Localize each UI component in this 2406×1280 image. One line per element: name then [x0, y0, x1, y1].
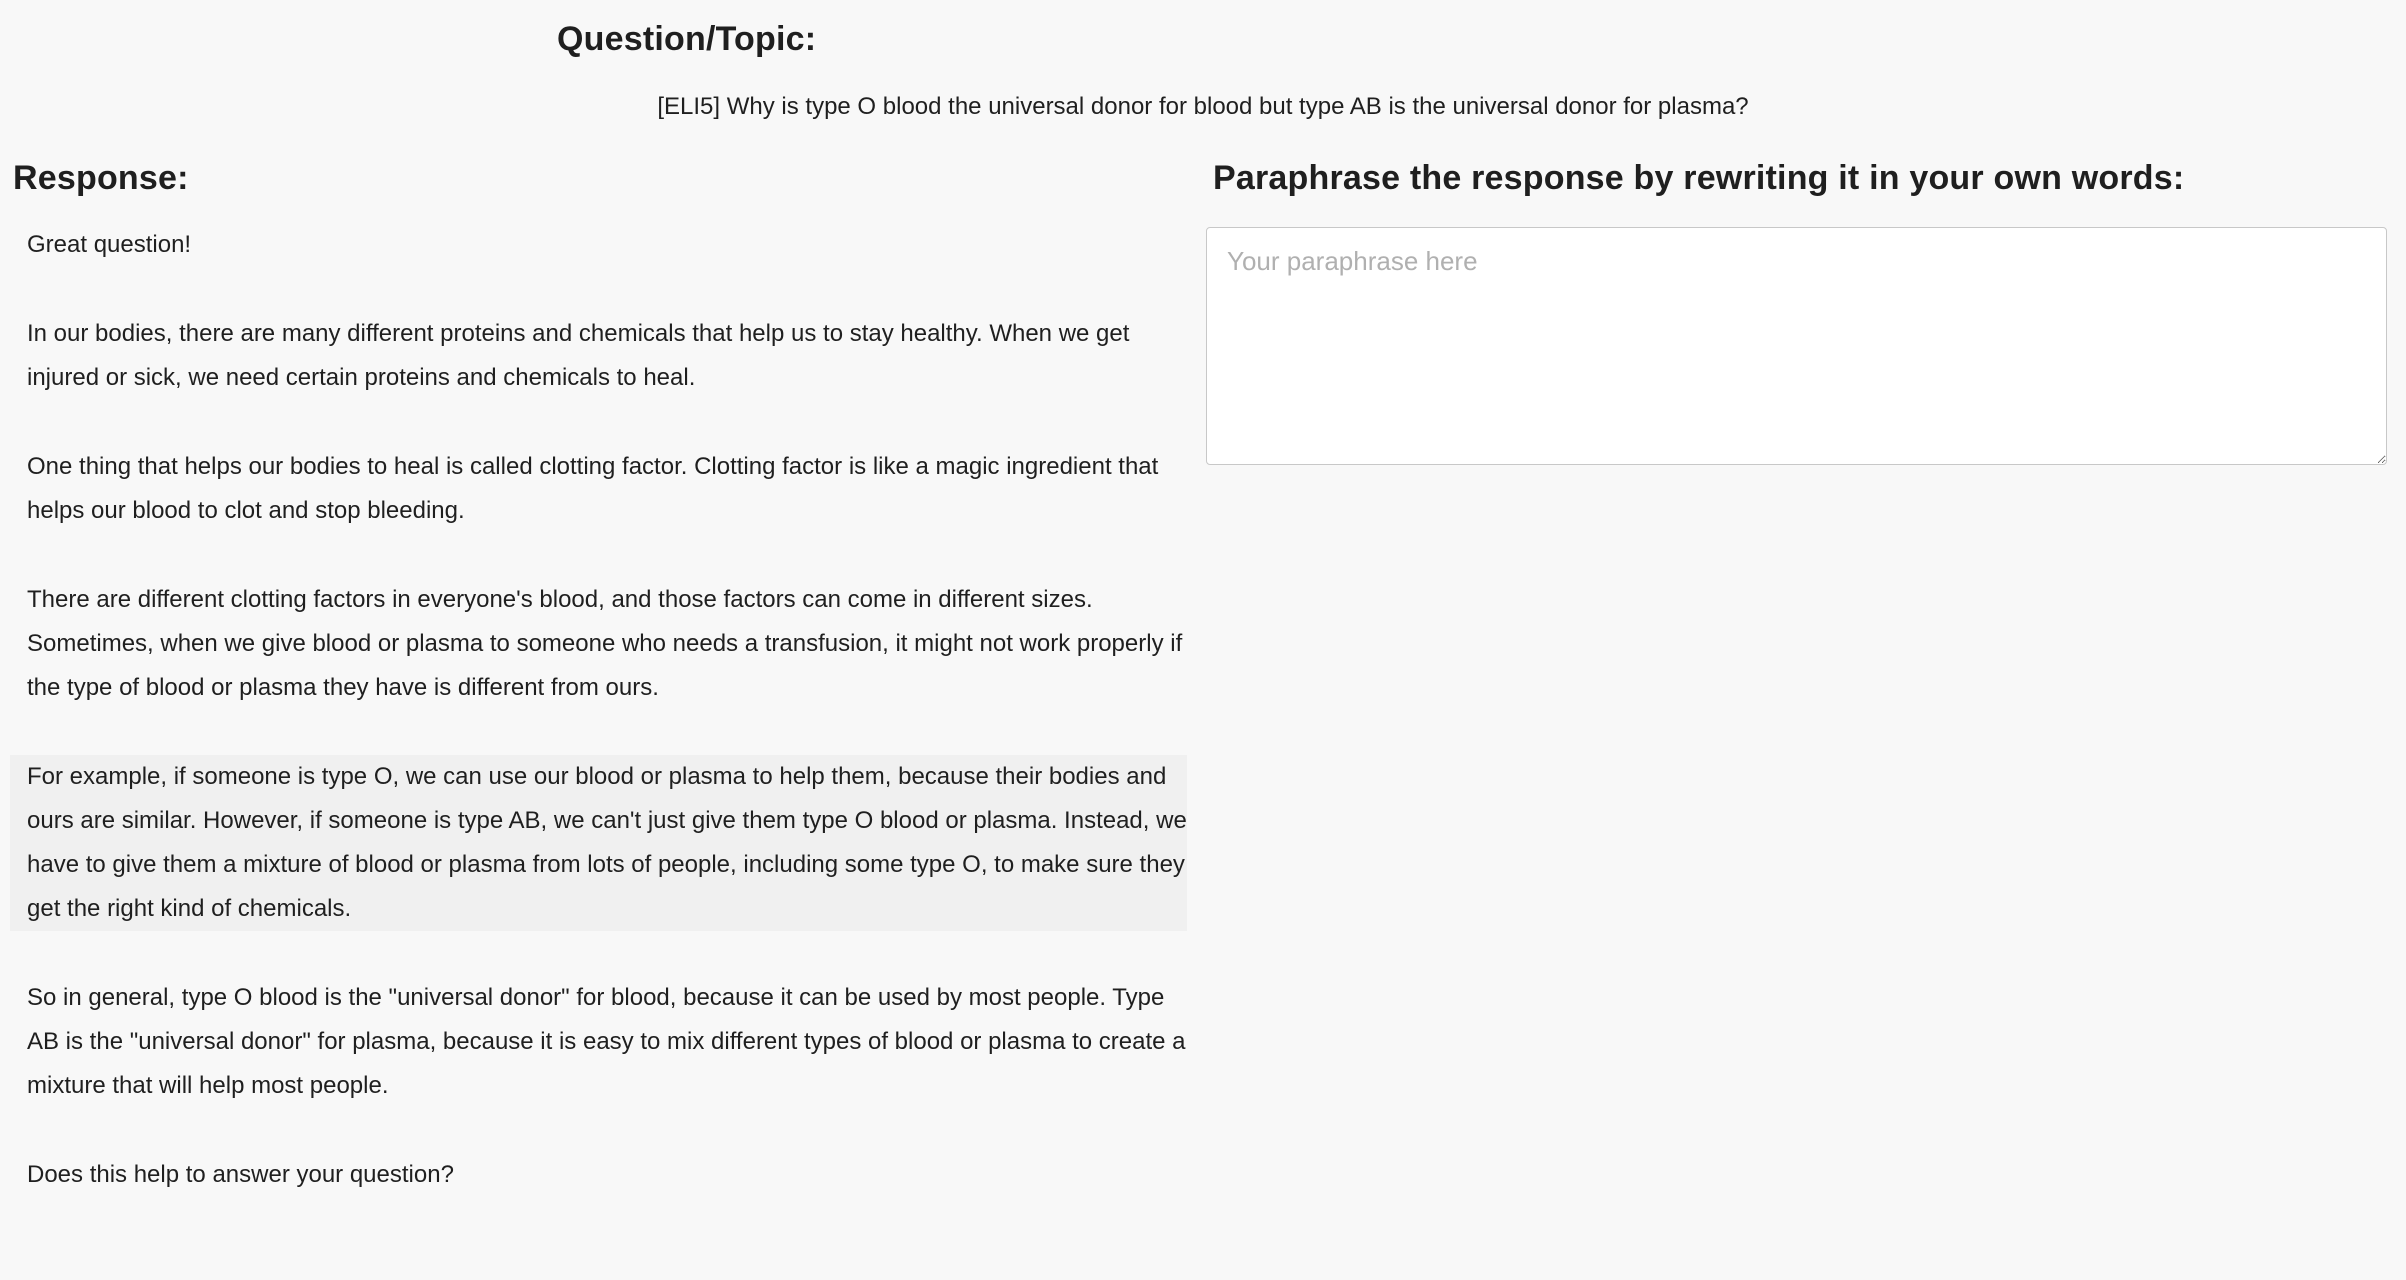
question-block [557, 16, 1849, 125]
main-columns [0, 155, 2406, 1197]
response-heading: Response: [13, 159, 189, 197]
response-paragraph[interactable]: Does this help to answer your question? [27, 1161, 454, 1188]
response-paragraph[interactable]: In our bodies, there are many different proteins and chemicals that help us to stay healthy. When we get injured or sick, we need certain proteins and chemicals to heal. [27, 320, 1130, 391]
question-topic-heading: Question/Topic: [557, 20, 817, 58]
question-text: [ELI5] Why is type O blood the universal donor for blood but type AB is the universal donor for plasma? [657, 93, 1749, 120]
paraphrase-column [1203, 155, 2406, 465]
response-paragraph[interactable]: Great question! [27, 231, 192, 258]
response-paragraphs [0, 223, 1187, 1197]
response-paragraph[interactable]: For example, if someone is type O, we can use our blood or plasma to help them, because their bodies and ours are similar. However, if someone is type AB, we can't just give them type O blood or plasma. Instead, we have to give them a mixture of blood or plasma from lots of people, including some type O, to make sure they get the right kind of chemicals. [10, 755, 1187, 931]
response-paragraph[interactable]: One thing that helps our bodies to heal is called clotting factor. Clotting factor is like a magic ingredient that helps our blood to clot and stop bleeding. [27, 453, 1159, 524]
paraphrase-input[interactable] [1206, 227, 2387, 465]
response-column [0, 155, 1203, 1197]
response-paragraph[interactable]: There are different clotting factors in everyone's blood, and those factors can come in different sizes. Sometimes, when we give blood or plasma to someone who needs a transfusion, it might not work properly if the type of blood or plasma they have is different from ours. [27, 586, 1183, 701]
question-section [0, 0, 2406, 125]
paraphrase-heading: Paraphrase the response by rewriting it in your own words: [1213, 159, 2185, 197]
response-paragraph[interactable]: So in general, type O blood is the "universal donor" for blood, because it can be used by most people. Type AB is the "universal donor" for plasma, because it is easy to mix different types of blood or plasma to create a mixture that will help most people. [27, 984, 1186, 1099]
